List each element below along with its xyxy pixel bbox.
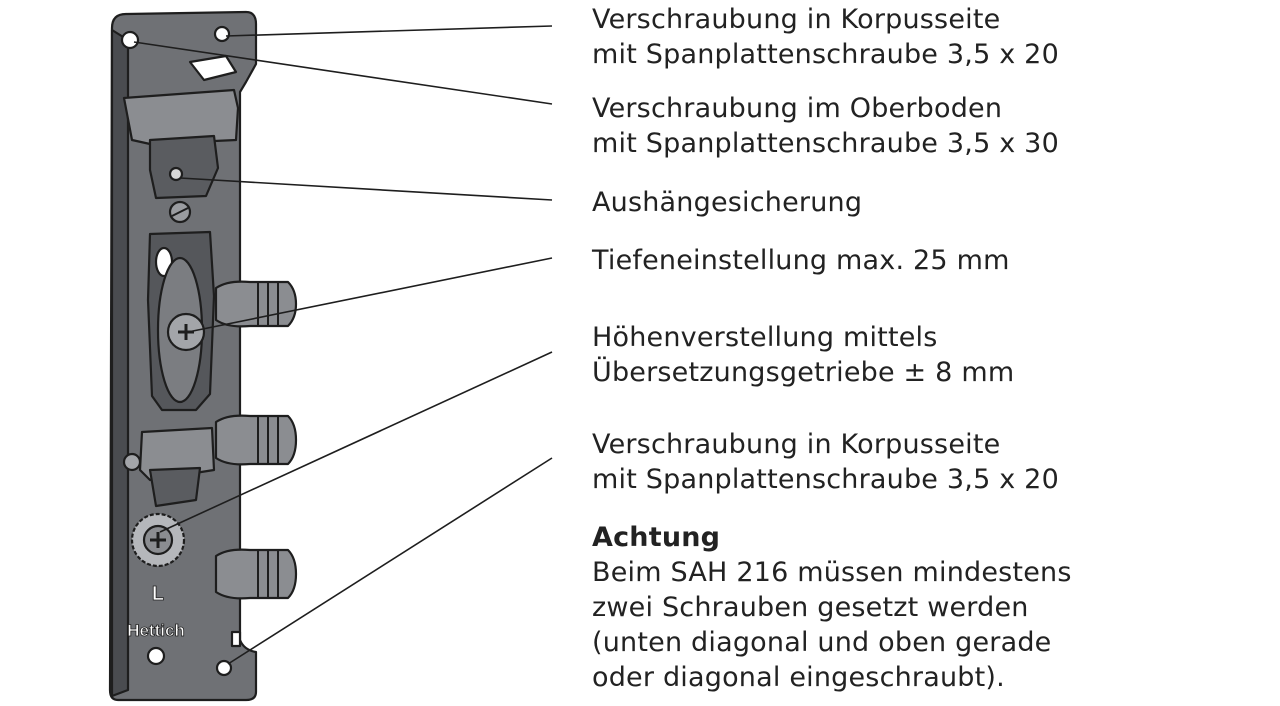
callout-1-line-2: mit Spanplattenschraube 3,5 x 20 [592,39,1059,70]
warning-note [592,520,1072,695]
bottom-notch [232,632,240,646]
side-letter: L [151,583,165,605]
callout-3-line-1: Aushängesicherung [592,187,863,218]
warning-line-3: (unten diagonal und oben gerade [592,627,1052,658]
warning-line-1: Beim SAH 216 müssen mindestens [592,557,1072,588]
warning-line-4: oder diagonal eingeschraubt). [592,662,1005,693]
callout-2-line-1: Verschraubung im Oberboden [592,93,1003,124]
callout-2 [592,91,1059,161]
warning-line-2: zwei Schrauben gesetzt werden [592,592,1029,623]
side-screw [124,454,140,470]
bracket-flange [112,30,128,696]
callout-5-line-2: Übersetzungsgetriebe ± 8 mm [592,357,1015,388]
callout-6 [592,427,1059,497]
screw-hole-top-left [122,32,138,48]
lock-clip [150,136,218,198]
callout-4-line-1: Tiefeneinstellung max. 25 mm [592,245,1010,276]
dowel-upper [216,282,296,327]
warning-heading: Achtung [592,522,721,553]
callout-2-line-2: mit Spanplattenschraube 3,5 x 30 [592,128,1059,159]
dowel-lower [216,550,296,599]
callout-1-line-1: Verschraubung in Korpusseite [592,4,1001,35]
screw-hole-top-right [215,27,229,41]
callout-1 [592,2,1059,72]
lock-housing [124,90,238,144]
leader-line-1 [226,26,552,36]
bracket-part [110,12,296,700]
callout-4 [592,243,1010,278]
callout-6-line-2: mit Spanplattenschraube 3,5 x 20 [592,464,1059,495]
callout-6-line-1: Verschraubung in Korpusseite [592,429,1001,460]
callout-3 [592,185,862,220]
dowel-middle [216,416,296,465]
callout-5 [592,320,1014,390]
screw-hole-bottom-left [148,648,164,664]
gear-arm [150,468,200,506]
callout-5-line-1: Höhenverstellung mittels [592,322,938,353]
brand-logo: Hettich [127,621,185,640]
